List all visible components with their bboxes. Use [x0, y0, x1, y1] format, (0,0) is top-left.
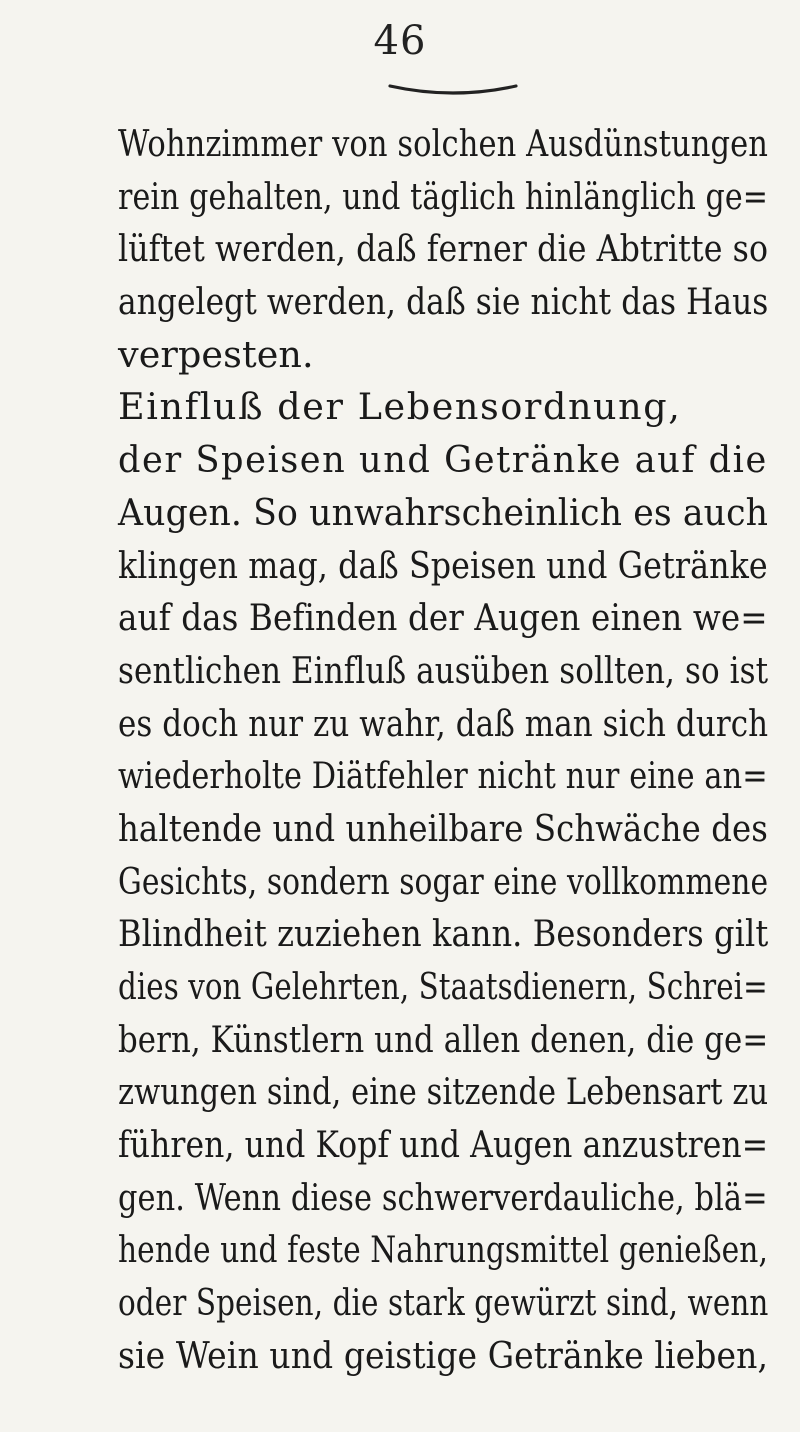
text-line: sie Wein und geistige Getränke lieben, — [118, 1333, 769, 1377]
body-text — [118, 118, 768, 1383]
text-line: es doch nur zu wahr, daß man sich durch — [118, 701, 769, 745]
text-line: rein gehalten, und täglich hinlänglich ge= — [118, 174, 769, 218]
text-line: auf das Befinden der Augen einen we= — [118, 596, 768, 640]
section-heading-line: Einfluß der Lebensordnung, — [118, 385, 682, 429]
text-line: klingen mag, daß Speisen und Getränke — [118, 543, 768, 587]
page-number-ornament — [388, 82, 518, 98]
text-line: Gesichts, sondern sogar eine vollkommene — [118, 859, 769, 903]
text-line: lüftet werden, daß ferner die Abtritte so — [118, 227, 769, 271]
page-number: 46 — [373, 18, 427, 64]
section-heading-line: der Speisen und Getränke auf die — [118, 438, 768, 482]
text-line: sentlichen Einfluß ausüben sollten, so ist — [118, 648, 769, 692]
text-line: wiederholte Diätfehler nicht nur eine an= — [118, 754, 768, 798]
text-line: bern, Künstlern und allen denen, die ge= — [118, 1017, 769, 1061]
text-line: Augen. So unwahrscheinlich es auch — [118, 490, 769, 534]
text-line: verpesten. — [118, 332, 314, 376]
text-line: dies von Gelehrten, Staatsdienern, Schrei= — [118, 965, 768, 1008]
text-line: Blindheit zuziehen kann. Besonders gilt — [118, 912, 769, 956]
text-line: führen, und Kopf und Augen anzustren= — [118, 1123, 769, 1167]
text-line: angelegt werden, daß sie nicht das Haus — [118, 280, 769, 324]
text-line: Wohnzimmer von solchen Ausdünstungen — [118, 122, 769, 165]
text-line: haltende und unheilbare Schwäche des — [118, 806, 768, 850]
text-line: oder Speisen, die stark gewürzt sind, wenn — [118, 1281, 769, 1325]
text-line: hende und feste Nahrungsmittel genießen, — [118, 1228, 768, 1272]
text-line: zwungen sind, eine sitzende Lebensart zu — [118, 1070, 769, 1114]
text-line: gen. Wenn diese schwerverdauliche, blä= — [118, 1175, 768, 1219]
